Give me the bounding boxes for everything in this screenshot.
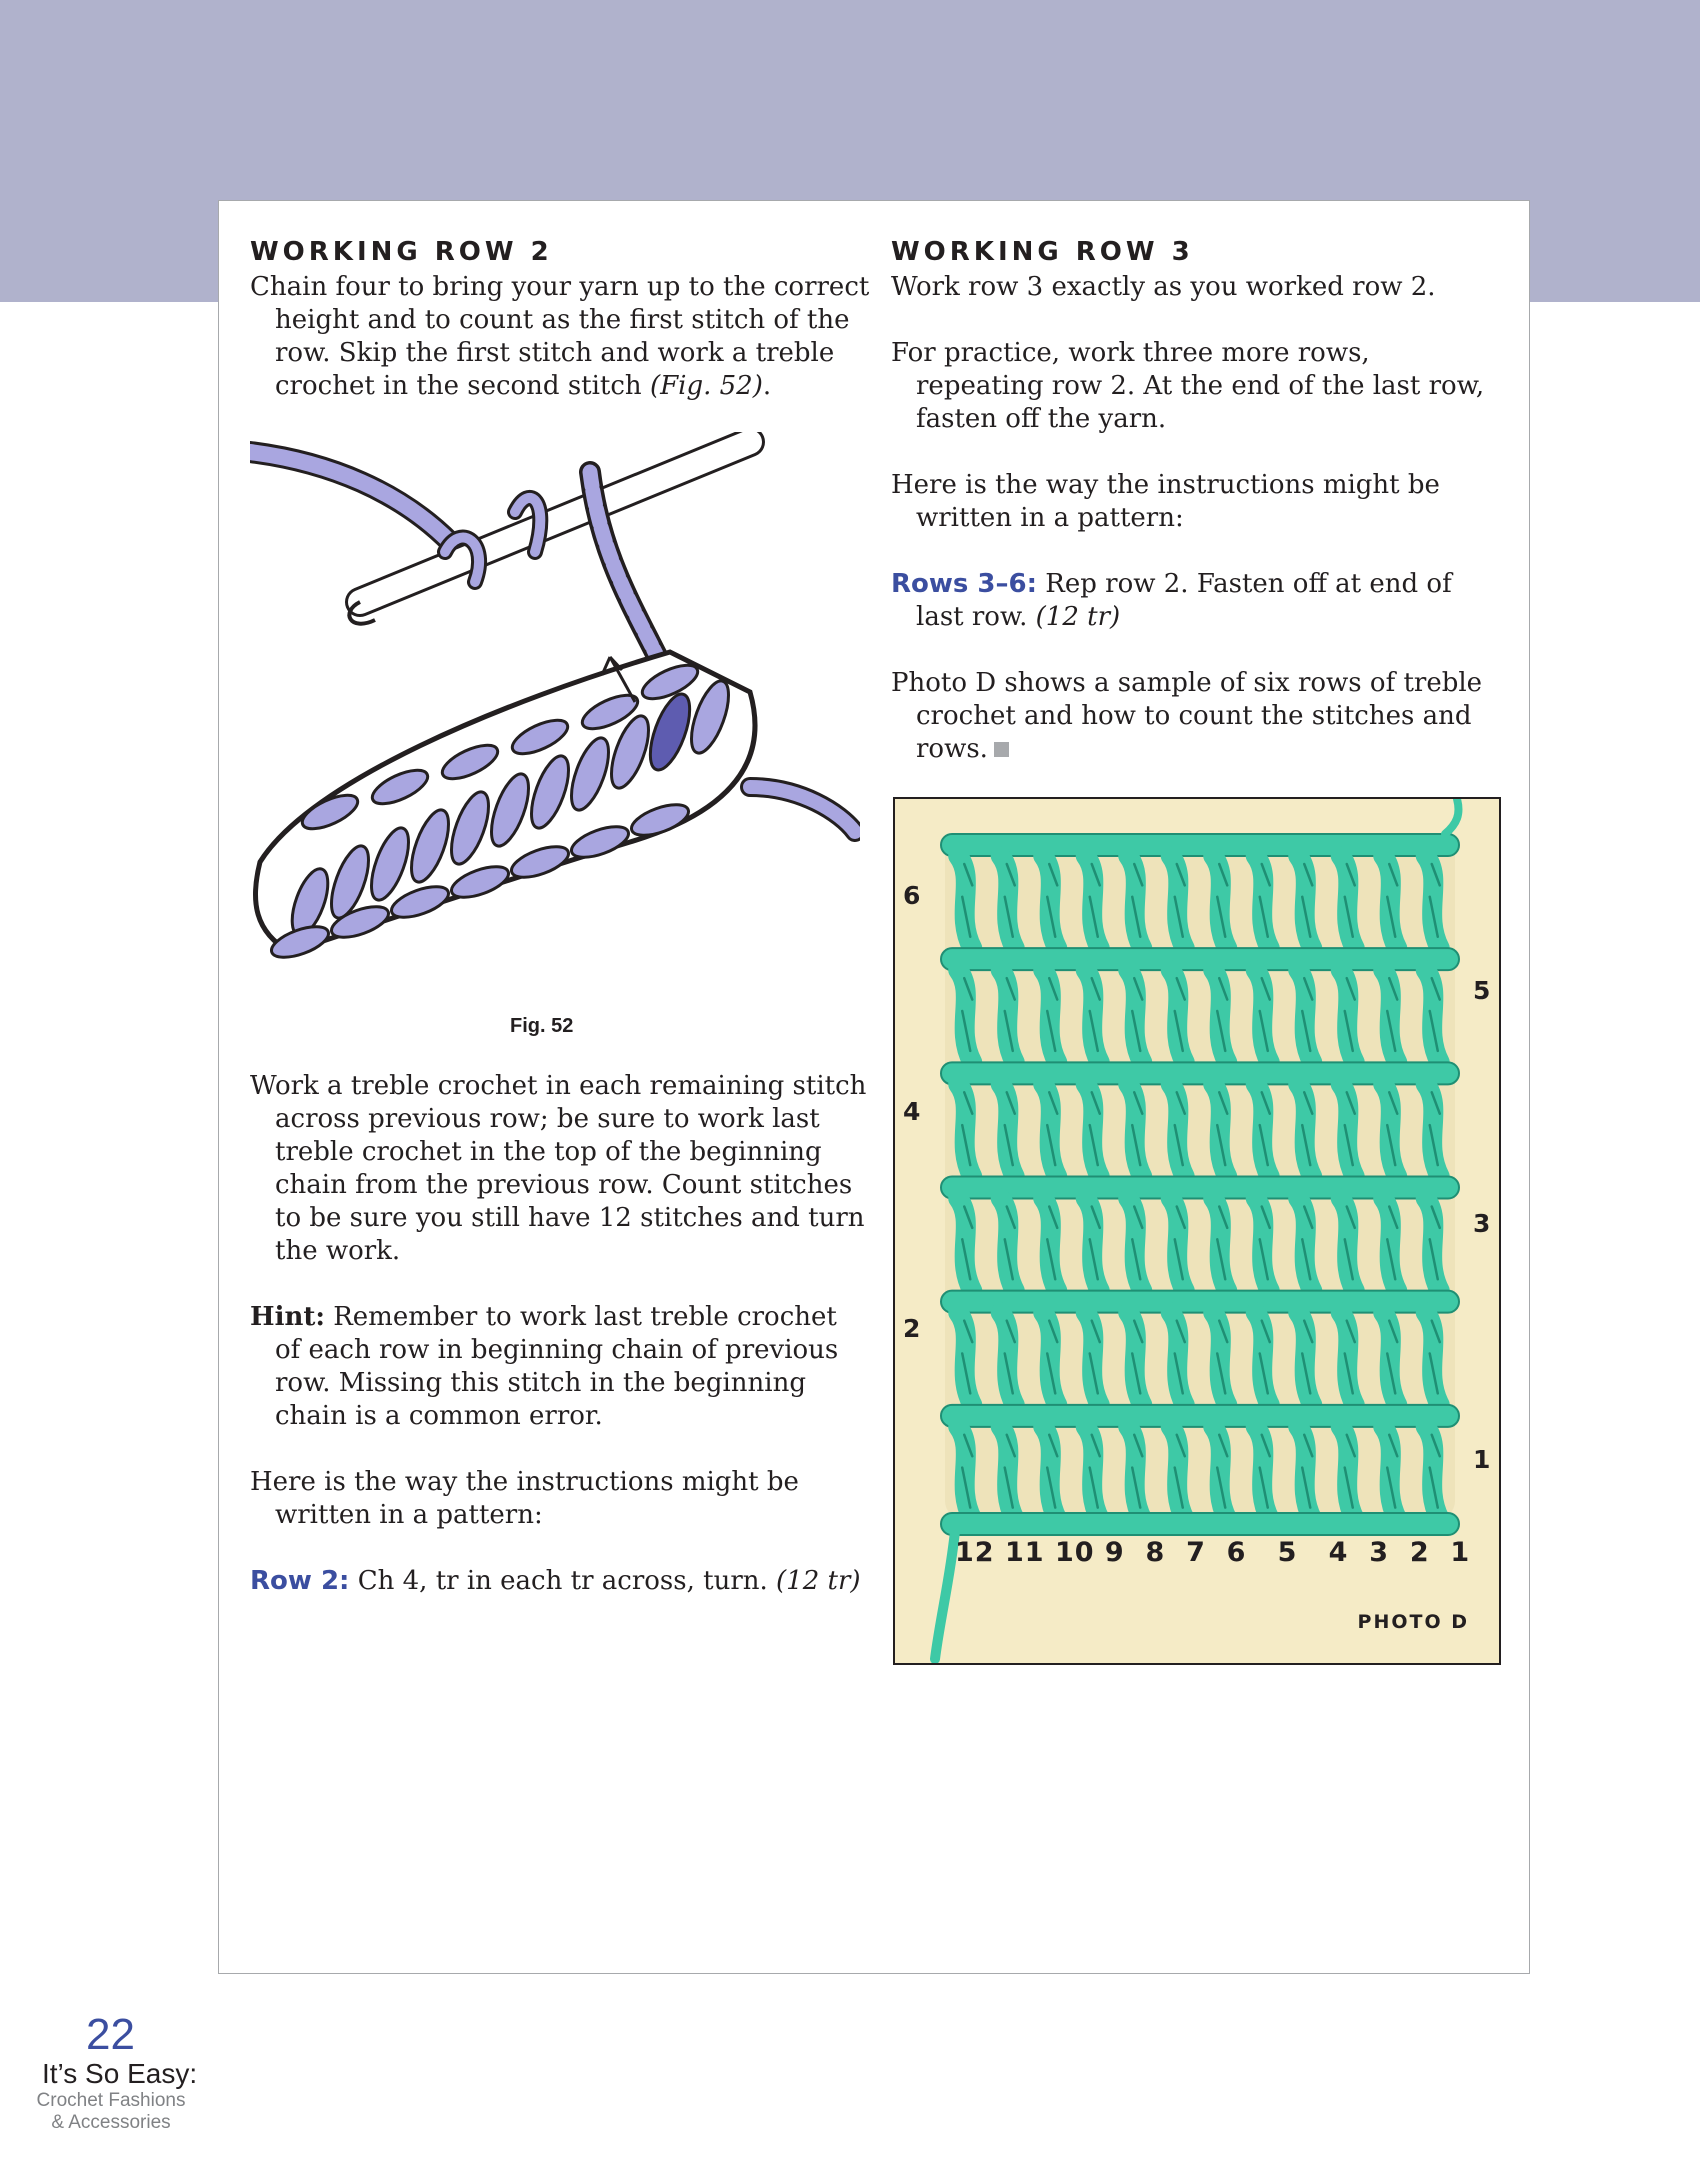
- fig-reference: (Fig. 52): [649, 371, 763, 401]
- hint-paragraph: Hint: Remember to work last treble crochet of each row in beginning chain of previous row. Missing this stitch in the beginning chain is a common error.: [250, 1302, 839, 1431]
- rows-3-6-label: Rows 3–6:: [891, 569, 1038, 599]
- photo-d: [893, 797, 1501, 1665]
- heading-working-row-2: WORKING ROW 2: [250, 237, 553, 267]
- pattern-intro-paragraph: Here is the way the instructions might be written in a pattern:: [250, 1467, 799, 1530]
- photo-d-description: Photo D shows a sample of six rows of treble crochet and how to count the stitches and rows.: [891, 668, 1483, 764]
- intro-paragraph: Chain four to bring your yarn up to the correct height and to count as the first stitch of the row. Skip the first stitch and work a treble crochet in the second stitch (Fig. 52).: [250, 272, 870, 401]
- book-title: It’s So Easy:: [42, 2058, 198, 2089]
- row-2-label: Row 2:: [250, 1566, 350, 1596]
- pattern-intro-paragraph-2: Here is the way the instructions might be written in a pattern:: [891, 470, 1440, 533]
- photo-d-caption: PHOTO D: [1357, 1611, 1469, 1633]
- row-number-6: 6: [903, 881, 921, 910]
- crochet-hook-illustration: [250, 432, 860, 1032]
- row-2-pattern: Row 2: Ch 4, tr in each tr across, turn. (12 tr): [250, 1566, 861, 1596]
- end-square-icon: [994, 742, 1009, 757]
- left-column-lower: [250, 1070, 870, 1631]
- crochet-swatch-image: [895, 799, 1501, 1665]
- left-column: [250, 237, 870, 436]
- row-number-3: 3: [1473, 1209, 1491, 1238]
- book-subtitle: Crochet Fashions & Accessories: [36, 2090, 186, 2133]
- heading-working-row-3: WORKING ROW 3: [891, 237, 1194, 267]
- practice-paragraph: For practice, work three more rows, repeating row 2. At the end of the last row, fasten off the yarn.: [891, 338, 1485, 434]
- rows-3-6-count: (12 tr): [1035, 602, 1121, 632]
- row-number-4: 4: [903, 1097, 921, 1126]
- hint-label: Hint:: [250, 1302, 325, 1332]
- row-number-5: 5: [1473, 976, 1491, 1005]
- right-column: [891, 237, 1503, 799]
- rows-3-6-pattern: Rows 3–6: Rep row 2. Fasten off at end of last row. (12 tr): [891, 569, 1452, 632]
- row-3-paragraph: Work row 3 exactly as you worked row 2.: [891, 272, 1436, 302]
- row-number-1: 1: [1473, 1445, 1491, 1474]
- fig-52-caption: Fig. 52: [510, 1015, 574, 1037]
- page-number: 22: [86, 2010, 135, 2059]
- row-number-2: 2: [903, 1314, 921, 1343]
- row-2-count: (12 tr): [776, 1566, 861, 1596]
- fig-52-illustration: [250, 432, 860, 1032]
- stitch-numbers: 12 11 10 9 8 7 6 5 4 3 2 1: [955, 1537, 1471, 1568]
- instruction-paragraph: Work a treble crochet in each remaining stitch across previous row; be sure to work last treble crochet in the top of the beginning chain from the previous row. Count stitches to be sure you still have 12 stitches and turn the work.: [250, 1071, 867, 1266]
